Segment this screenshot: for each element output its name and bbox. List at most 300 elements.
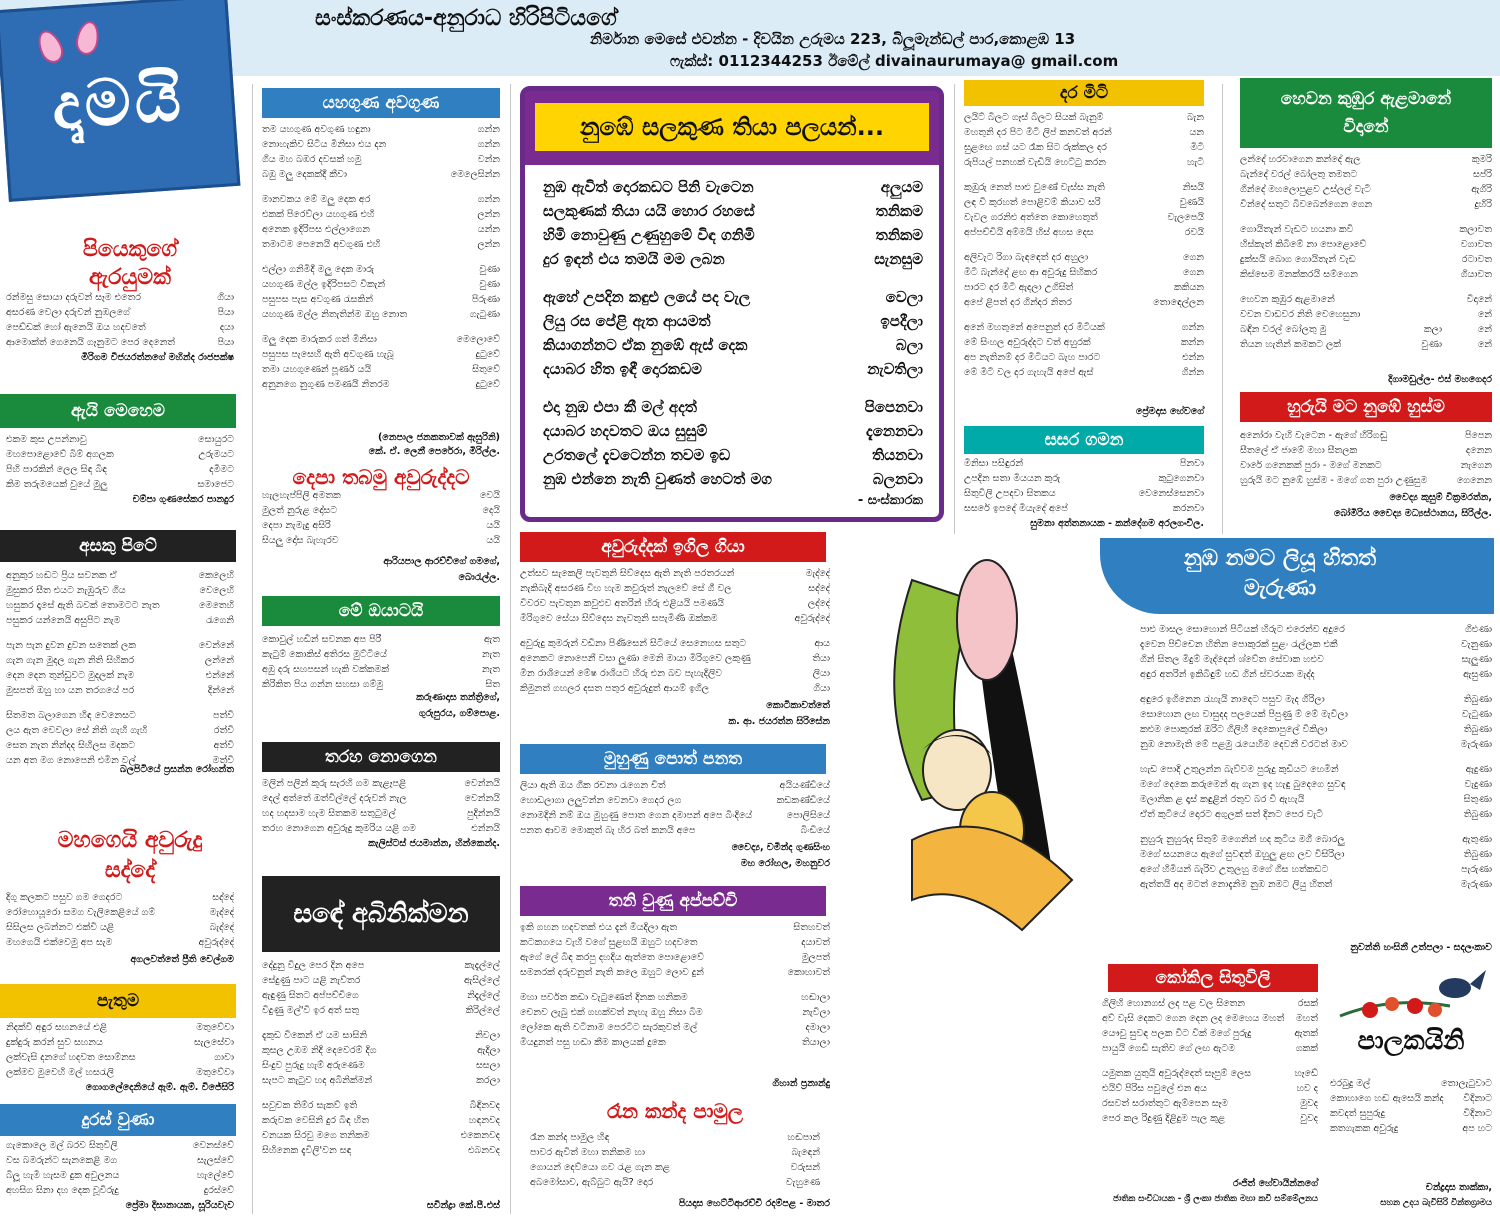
poem-line-text: ගිලිහි හොනගස් ලද පළ වල සිතෙන	[1102, 998, 1245, 1009]
poem-line-rhyme: ආය	[814, 638, 830, 649]
poem-line-text: දේදුනු විදුල පෙර දින අපෙ	[262, 960, 365, 971]
poem-line	[6, 1183, 234, 1198]
poem-line-text: අසරණ වෙලා දරුවන් නුඹලගේ	[6, 307, 130, 318]
poem-line-text: නුඹ ඇවිත් දොරකඩට පිනි වැටෙන	[543, 178, 754, 196]
poem-line-text: බඳින වරල් බෝලතු මු	[1240, 324, 1327, 335]
poem-line-rhyme: කරලා	[476, 1075, 500, 1086]
poem-line-rhyme: පිනවා	[1179, 458, 1204, 469]
poem-line-text: ගින්දේ මහලොපුළව උස්ලල් වැටි	[1240, 184, 1371, 195]
poem-line	[262, 1143, 500, 1158]
poem-line-text: පසුපස පැස අවගුණ රැසකින්	[262, 294, 373, 305]
poem-line	[543, 309, 923, 333]
poem-line	[964, 250, 1204, 265]
poem-line-rhyme: එකෙනවද	[460, 1130, 500, 1141]
poem-line-rhyme: ගින්න	[1181, 367, 1204, 378]
poem-line-text: රෝහොයූරො සමග වැලිකෙළියේ ගම්	[6, 907, 156, 918]
poem-line	[520, 778, 830, 793]
poem-line	[6, 1153, 234, 1168]
poem-line	[6, 638, 234, 653]
poem-line-text: එරබුදු මල්	[1330, 1078, 1371, 1089]
poem-line	[543, 175, 923, 199]
poem-author: ප්‍රේමා දිසානායක, සූරියවැව	[125, 1200, 234, 1211]
poem-line-rhyme: ගෙන	[1183, 252, 1204, 263]
poem-line-rhyme: තියනවා	[872, 446, 923, 464]
poem-line	[262, 1028, 500, 1043]
poem-author: සුමනා අත්තනායක - කන්දේගම අරලගංවිල.	[1030, 518, 1204, 529]
poem-line-rhyme: ලියා	[812, 668, 830, 679]
poem-line-rhyme: සොයුරට	[198, 434, 234, 445]
poem-line	[964, 180, 1204, 195]
poem-line	[6, 653, 234, 668]
poem-line-text: සිතුවිලි උපදවා සිතකය	[964, 488, 1056, 499]
poem-line	[6, 447, 234, 462]
poem-line-rhyme: බැන	[1186, 112, 1204, 123]
poem-title: දෙපා තබමු අවුරුද්දට	[292, 465, 470, 489]
poem-line-text: එදා නුඹ එපා කී මල් අදත්	[543, 398, 697, 416]
poem-line-rhyme: වුණා	[479, 264, 500, 275]
poem-line	[520, 651, 830, 666]
poem-line-text: බිලූ හැමි හැසම දුක අවුලනය	[6, 1170, 120, 1181]
poem-line-rhyme: නිදැල්ලේ	[467, 990, 500, 1001]
poem-line-rhyme: සිතුණා	[1463, 794, 1492, 805]
poem-line-text: මගේ දෙකෙ කරුමෙන් ඇ ගැන ඉද හැඳු බුදෙගෙ සුවඳ	[1140, 779, 1346, 790]
poem-line-text: සොහොන ලඟ වාසුදද පලයෙක් පිපුණු ම් මේ මැවිලා	[1140, 709, 1348, 720]
poem-author: ගුරුපුරය, ගම්පොළ.	[418, 708, 500, 719]
poem-line-text: මේ මිටි වල දර ගැහැයි අපේ ඇස්	[964, 367, 1094, 378]
poem-line	[1140, 777, 1492, 792]
poem-line	[6, 1065, 234, 1080]
poem-line-rhyme: මැරුණා	[1460, 879, 1492, 890]
poem-line-rhyme: සැලස්වේ	[197, 1155, 234, 1166]
poem-line	[6, 305, 234, 320]
poem-line-text: අඳුර අතරින් ඉකිබිඳුම් හඩ ගින් ස්වරයක මැද්ද	[1140, 669, 1315, 680]
poem-line	[6, 935, 234, 950]
poem-line	[6, 613, 234, 628]
poem-line	[530, 1130, 820, 1145]
poem-author: කේ. ඒ. ලෙනී පෙරේරා, මිරිල්ල.	[368, 446, 500, 457]
poem-line-text: මලු දෙක මාරුකර ගත් මිනිසා	[262, 334, 377, 345]
poem-line	[964, 110, 1204, 125]
poem-line-rhyme: පුදින්නයි	[467, 808, 500, 819]
poem-line-rhyme: වැදුණා	[1464, 779, 1492, 790]
poem-line-text: රුපියල් පනහක් වැඩියි හෙට්ටු කරන	[964, 157, 1106, 168]
poem-line	[1140, 877, 1492, 892]
poem-line-text: එයිව් පිරිස පවුලේ එන අය	[1102, 1083, 1207, 1094]
featured-title: නුඹේ සලකුණ තියා පලයන්...	[535, 103, 929, 151]
poem-body	[262, 122, 500, 392]
poem-line-rhyme: ගියාවත	[1460, 269, 1492, 280]
poem-author: බෝමිරිය වෛද්‍ය මධ්‍යස්ථානය, සිරිල්ල.	[1334, 508, 1492, 519]
poem-line-text: ලය ඇත වෙවලා සේ නිති ගැහි ගැහි	[6, 725, 148, 736]
poem-body	[262, 632, 500, 692]
poem-line	[262, 1128, 500, 1143]
poem-line	[1240, 197, 1492, 212]
poem-author: ක. ආ. ජයරත්න සිරිසේන	[728, 716, 830, 727]
poem-line-text: මහා පර්වත කඩා වැටුණෙත් දිනක හනිකම	[520, 992, 688, 1003]
poem-line-text: කිමුනත් ගහලර දසත පතුර අවුරුදුත් ආයම් ඉගිල	[520, 683, 709, 694]
poem-line	[1240, 252, 1492, 267]
poem-line	[1102, 1096, 1318, 1111]
poem-author: රංජිත් හේවායින්නගේ	[1232, 1178, 1318, 1189]
poem-line	[1102, 1041, 1318, 1056]
poem-line	[520, 935, 830, 950]
poem-line-text: මලානික ළ දෑස් කඳුළින් රතුව බර වී ඇහැයි	[1140, 794, 1305, 805]
poem-line-rhyme: බලනවා	[872, 470, 923, 488]
poem-line-rhyme: ගියා	[217, 292, 234, 303]
section-header: සසර ගමන	[964, 426, 1204, 454]
poem-line-rhyme: දුටුවේ	[475, 349, 500, 360]
poem-line-text: සසරේ ඉපදේ මියැදේ අපේ	[964, 503, 1068, 514]
poem-line-rhyme: විදානේ	[1466, 294, 1492, 305]
poem-line-rhyme: ඇතක්	[1294, 1028, 1318, 1039]
illustration-couple	[852, 540, 1092, 940]
poem-line-text: මලින් පලින් කුරු සැරහි ගම කැළෑපළි	[262, 778, 407, 789]
poem-line	[262, 533, 500, 548]
poem-line	[520, 611, 830, 626]
poem-line-rhyme: ගෙන	[1183, 267, 1204, 278]
poem-line-text: සමනරක් දරුවනුත් නැති කලෙ ඔහුට ලොව දුන්	[520, 967, 704, 978]
poem-line-rhyme: නැත	[481, 664, 500, 675]
poem-line	[964, 295, 1204, 310]
section-header: හෙවන කුඹුර ඇළමානේ විදානේ	[1240, 78, 1492, 148]
poem-line-text: අනෙකට නොපෙනී වසා ලුණා මෙනි මායා මිරිගුවෙ ලකුණු	[520, 653, 751, 664]
poem-line	[543, 247, 923, 271]
poem-line-text: වින්දේ සතුට බිවබෙන්ගෙන ගෙන	[1240, 199, 1373, 210]
poem-line-rhyme: මතුවේවා	[196, 1022, 234, 1033]
poem-line	[262, 347, 500, 362]
poem-line-rhyme: කිරිල්ලේ	[465, 1005, 500, 1016]
poem-line-text: තම යහගුණ අවගුණ හඳුනා	[262, 124, 371, 135]
poem-body	[6, 1138, 234, 1198]
poem-line-rhyme: සිතහවත්	[793, 922, 830, 933]
poem-line-text: පැන පැන දුවන දුවන සතෙක් ලක	[6, 640, 136, 651]
poem-title: මහගෙයි අවුරුදු සද්දේ	[57, 828, 203, 883]
poem-body	[964, 456, 1204, 516]
poem-line-rhyme: තියා	[812, 653, 830, 664]
poem-line-text: මුසුකර සීත එයට නැඹුරුව ගිය	[6, 585, 126, 596]
poem-line-rhyme: මැරුණා	[1460, 739, 1492, 750]
poem-line-text: ඇඳුණු සිතට අප්පච්චිගෙ	[262, 990, 359, 1001]
poem-line-text: ඉකි ගහන හදවතක් එය දැන් මියදිලා ඇත	[520, 922, 678, 933]
poem-line-rhyme: වගාවත	[1460, 239, 1492, 250]
section-header: යහගුණ අවගුණ	[262, 88, 500, 118]
poem-line-text: හුරුයි මට නුඹේ හුස්ම - මගේ ගත පුරා උණුසුම	[1240, 475, 1428, 486]
poem-author: මිරිගම විජයරත්නගේ මහින්ද රාජපක්ෂ	[81, 352, 234, 363]
poem-line	[1140, 692, 1492, 707]
poem-line	[262, 503, 500, 518]
poem-line-rhyme: අවුරුද්දේ	[198, 937, 234, 948]
poem-line	[6, 320, 234, 335]
section-logo	[0, 0, 240, 202]
poem-line-text: මුලත් නුරුළ දෝසට	[262, 505, 338, 516]
poem-line-rhyme: මුලපත්	[801, 952, 830, 963]
poem-line-text: දැකුඩ වීකෙන් ඒ යම සාසිනි	[262, 1030, 368, 1041]
section-header: දුරස් වුණා	[0, 1104, 236, 1136]
poem-line-rhyme: දැනෙනවා	[866, 422, 923, 440]
poem-line	[964, 280, 1204, 295]
poem-line-rhyme: නිසයි	[1182, 182, 1204, 193]
poem-line	[262, 806, 500, 821]
poem-body	[262, 488, 500, 548]
poem-line-rhyme: මත්වී	[212, 755, 234, 766]
poem-line-rhyme: සමාජෙට	[197, 479, 234, 490]
poem-line-text: අඹු දරු සහපසන් හැකි වක්කමක්	[262, 664, 390, 675]
poem-line-rhyme: මතුවේවා	[196, 1067, 234, 1078]
poem-line	[520, 581, 830, 596]
poem-line-text: අප්පච්චියි අම්මයි හිස් අහස දෙස	[964, 227, 1094, 238]
poem-line-rhyme: වුණා	[479, 279, 500, 290]
poem-line	[6, 583, 234, 598]
poem-line-text: අහසිග සිනා දහ දෙක වූවිරුදු	[6, 1185, 119, 1196]
poem-author: සහන උදය බැවිසිරි වින්තග්‍රාමය	[1380, 1198, 1492, 1208]
poem-line-text: සුළඟෙ ගස් යට රෑක සිට රුක්කල දර	[964, 142, 1107, 153]
poem-line-rhyme: ලන්න	[477, 239, 500, 250]
poem-line	[6, 668, 234, 683]
poem-line	[1140, 832, 1492, 847]
poem-line	[520, 1020, 830, 1035]
poem-line-rhyme: කරනවා	[1172, 503, 1204, 514]
poem-line-rhyme: ගිළුණා	[1464, 624, 1492, 635]
poem-line-text: සවුචක තිම්ර සැකව් ඉති	[262, 1100, 358, 1111]
poem-line	[1240, 222, 1492, 237]
poem-line-rhyme: රවයි	[1184, 227, 1204, 238]
poem-line-text: පාවර ඇවිත් මහා තනිකම හා	[530, 1147, 646, 1158]
poem-line-text: අවුරුදු කුමරුන් වඩිනා පිණිසෙන් සිටියේ සෙනෙහස සතුට	[520, 638, 747, 649]
poem-line-rhyme: සැලුණා	[1461, 654, 1492, 665]
poem-line-text: අප නැතිනම් දර මිටියට බැහ පාරට	[964, 352, 1101, 363]
poem-line	[1330, 1076, 1492, 1091]
poem-line-rhyme: පත්වී	[213, 710, 234, 721]
poem-line-rhyme: දයා	[219, 322, 234, 333]
poem-line-rhyme: ලන්න	[477, 209, 500, 220]
poem-line	[6, 920, 234, 935]
poem-line-text: ලන්දේ හරවාගෙන කන්දේ ඇල	[1240, 154, 1361, 165]
poem-line	[543, 199, 923, 223]
poem-line-rhyme: මිටි	[1190, 142, 1204, 153]
poem-line-text: යන අත මග නොපෙනි එමින වල්	[6, 755, 136, 766]
poem-line	[1140, 652, 1492, 667]
poem-line	[262, 377, 500, 392]
section-header: කෝකිල සිතුවිලි	[1108, 964, 1318, 992]
poem-line-rhyme: බැද්දේ	[209, 922, 234, 933]
poem-line-text: එකම කුස උපන්නාවු	[6, 434, 87, 445]
poem-line-text: ඒත් කුටියේ දොරට අගුලක් සත් දිනට පෙර වැටී	[1140, 809, 1323, 820]
poem-line-mid: කලා	[1423, 324, 1442, 335]
poem-line	[6, 1020, 234, 1035]
poem-line-text: පනත ආවම මොකුත් බැ හිර බත් කනයි අපෙ	[520, 825, 696, 836]
poem-line	[262, 973, 500, 988]
poem-line-rhyme: කැදැල්ලේ	[464, 960, 500, 971]
section-header: තරහ නොගෙන	[262, 742, 500, 772]
poem-line-rhyme: අයියණ්ඩියේ	[779, 780, 830, 791]
poem-line-text: පායුයි ගෙඩි සැතිව ගේ ලඟ ඇටම	[1102, 1043, 1236, 1054]
poem-line	[520, 950, 830, 965]
poem-line-text: කතගැකක අවුරුදු	[1330, 1123, 1399, 1134]
poem-line	[6, 708, 234, 723]
poem-line	[520, 566, 830, 581]
poem-line-rhyme: නැවීලා	[802, 1007, 830, 1018]
featured-poem-box	[520, 86, 944, 522]
poem-line-text: පසුකර යන්නෙයි අසුපිට නැම	[6, 615, 121, 626]
poem-line-text: අනෝරා වැහි වැටෙන - ඇගේ හිරිගඬු	[1240, 430, 1388, 441]
poem-author: දිගාමඩුල්ල- එස් මහගෙදර	[1388, 374, 1492, 385]
poem-line-text: දෙල් අත්තේ ඔත්වීල්ලේ දරුවන් නැල	[262, 793, 407, 804]
poem-line-rhyme: ගන්න	[477, 124, 500, 135]
poem-line-text: සිතමත බලාගෙන හිඳ වෙනෙසට	[6, 710, 136, 721]
poem-line-rhyme: ඇතුණා	[1462, 834, 1492, 845]
poem-line-text: මීන රාශියෙන් මේෂ රාශියට හිරු එන බව පැහැදිලිව	[520, 668, 723, 679]
poem-line-text: සියලු දෝස බැහැරව	[262, 535, 339, 546]
poem-line	[964, 365, 1204, 380]
poem-line-text: රෑන කන්ද පාමුල හිඳ	[530, 1132, 610, 1143]
poem-line-text: පාරට දර මිටි ඇදලා උගිසිත්	[964, 282, 1074, 293]
poem-line-rhyme: දින්නේ	[207, 685, 234, 696]
poem-line	[543, 443, 923, 467]
poem-line	[6, 432, 234, 447]
poem-line-text: ලක්වැසි දනගේ හදවත සොම්නස	[6, 1052, 136, 1063]
poem-line-text: බඹු මලු දෙකක්දී කීවා	[262, 169, 347, 180]
section-header: ඇයි මෙහෙම	[0, 394, 236, 428]
section-header: තනි වුණු අප්පච්චි	[520, 886, 826, 916]
poem-line	[262, 662, 500, 677]
poem-line-text: සැපට කැටුව හද අබිනික්මන්	[262, 1075, 373, 1086]
poem-line	[262, 1073, 500, 1088]
poem-line-text: කටකගයෙ වැහි වගේ සුළඟයි ඔහුට හදවතෙ	[520, 937, 698, 948]
poem-line-text: අනුනගෙ නුගුණ පමණයි නිතරම	[262, 379, 390, 390]
section-header: අසකු පිටේ	[0, 530, 236, 562]
poem-line-rhyme: යන්න	[477, 224, 500, 235]
poem-line	[262, 262, 500, 277]
poem-line-text: හසුකර දෑසේ ඇති බවක් තොමටට නැත	[6, 600, 160, 611]
poem-line-text: අව් වැසි දෙකට ගෙන දෙන ලද මෙහෙය මහත්	[1102, 1013, 1285, 1024]
poem-author: ගිහාන් ප්‍රනාන්දු	[772, 1078, 830, 1089]
poem-line	[964, 456, 1204, 471]
section-header: සඳේ අබිනික්මන	[262, 876, 500, 952]
poem-line-text: මිටි බැන්දේ ළඟ ආ අවුරුදු සිහිකර	[964, 267, 1098, 278]
featured-poem-body	[543, 175, 923, 491]
poem-line	[6, 598, 234, 613]
poem-line-text: හිමි නොවුණු උණුහුමේ විඳ ගනිමි	[543, 226, 755, 244]
poem-line-rhyme: වෙන්නේ	[198, 640, 234, 651]
poem-line-rhyme: ඇසිල්ලේ	[463, 975, 500, 986]
poem-line-text: දයාබර හිත ඉඳී දොරකඩම	[543, 360, 702, 378]
poem-line	[1240, 307, 1492, 322]
poem-author: - සංස්කාරක	[857, 493, 923, 508]
poem-line-rhyme: සැලසේවා	[194, 1037, 234, 1048]
poem-line	[6, 723, 234, 738]
poem-line-text: මහගෙයි එක්වෙමු අප සැම	[6, 937, 113, 948]
poem-line-rhyme: යයි	[486, 520, 500, 531]
poem-line-text: අබමෝසාව, ඇබ්බුට ඇයි? දොර	[530, 1177, 654, 1188]
poem-line	[262, 776, 500, 791]
poem-line-text: හොඩලාගා ලලුවන්න වෙනවා ගෙදර ලග	[520, 795, 682, 806]
poem-line-rhyme: කලාවත	[1459, 224, 1492, 235]
poem-line	[6, 462, 234, 477]
poem-line-text: යහගුණ මල්ල නිතැතින්ම ඔහු නොත	[262, 309, 408, 320]
poem-line-text: කිස්සෙම මනක්කරයි සම්ගෙන	[1240, 269, 1358, 280]
poem-line-rhyme: ඇදුණා	[1465, 764, 1492, 775]
poem-author: අගලවත්තේ ප්‍රීති වෙල්ගම	[130, 954, 234, 965]
poem-line-rhyme: පිරුණා	[471, 294, 500, 305]
poem-line-rhyme: අවුරුද්දේ	[794, 613, 830, 624]
poem-line-rhyme: බිඳිනවද	[469, 1100, 500, 1111]
poem-line	[1140, 807, 1492, 822]
poem-body	[6, 290, 234, 350]
poem-line-rhyme: බලා	[895, 336, 923, 354]
poem-line	[520, 636, 830, 651]
poem-line	[520, 793, 830, 808]
poem-line	[262, 1003, 500, 1018]
poem-line	[520, 990, 830, 1005]
poem-line	[964, 155, 1204, 170]
poem-line-text: නිදක්වී අඳුර සහනයේ එළි	[6, 1022, 107, 1033]
poem-line-text: වවන වාඩවර නිති වෙහෙසුනා	[1240, 309, 1361, 320]
poem-line-rhyme: හැටි	[1187, 157, 1204, 168]
poem-line-rhyme: පිපෙන	[1464, 430, 1492, 441]
poem-line	[543, 223, 923, 247]
poem-author: ගොගලේදෙනියේ ඇම්. ඇම්. විජේසිරි	[85, 1082, 234, 1093]
poem-line-rhyme: වෙන්නයි	[464, 778, 500, 789]
poem-line	[520, 808, 830, 823]
poem-line-text: නුඹ එන්නෙ නැති වුණත් හෙටත් මග	[543, 470, 772, 488]
poem-line-text: දිගු කලකට පසුව ගම ගෙදරට	[6, 892, 123, 903]
poem-line	[1240, 322, 1492, 337]
poem-line-rhyme: විදිනාට	[1463, 1108, 1492, 1119]
poem-line-rhyme: අත්වී	[213, 740, 234, 751]
flower-bud-icon	[33, 27, 67, 67]
poem-line-rhyme: වෙනෙස්සෙනවා	[1138, 488, 1204, 499]
poem-line-rhyme: නේ	[1477, 309, 1492, 320]
poem-line-rhyme: නිවලා	[475, 1030, 500, 1041]
poem-line-text: අනේ මහතුනේ අපෙනුත් දර මිටියක්	[964, 322, 1105, 333]
poem-line	[262, 307, 500, 322]
poem-line-text: දුර ඉඳන් එය තමයි මම ලබන	[543, 250, 725, 268]
poem-line	[964, 486, 1204, 501]
poem-line-rhyme: කන්න	[1180, 337, 1204, 348]
poem-author: ආරියපාල ආරච්චිගේ ගමගේ,	[383, 556, 500, 567]
poem-line	[964, 471, 1204, 486]
poem-line-text: අනුකුර හඬට ප්‍රිය සවනක ඒ	[6, 570, 117, 581]
poem-line-rhyme: මහත්	[1295, 1013, 1318, 1024]
poem-line-rhyme: මෙලෙසින්න	[450, 169, 500, 180]
poem-line-text: චනයක සිරවු මගෙ තනිකම	[262, 1130, 370, 1141]
poem-line-rhyme: එන්නයි	[471, 823, 500, 834]
poem-line	[1240, 473, 1492, 488]
poem-line-rhyme: විදිනාට	[1463, 1093, 1492, 1104]
poem-line-text: අඳුරෙ ඉගිනෙන රැහැයි නාදෙට පසුව මැද ගිරිලා	[1140, 694, 1325, 705]
poem-line	[964, 195, 1204, 210]
poem-author: මහ රෝහල, මහනුවර	[740, 858, 830, 869]
poem-line-text: යමුතක යුතුයි අවුරුද්දෙත් සෑපුම් ලෙස	[1102, 1068, 1252, 1079]
poem-line-text: සිංදුව පුරුදු හැම් අරුණෙම	[262, 1060, 365, 1071]
poem-line-rhyme: ඉපදීලා	[880, 312, 923, 330]
poem-line-text: ලියා ඇති ඔය ගීක රචනා රැගෙන චිත්	[520, 780, 666, 791]
poem-line	[1102, 1066, 1318, 1081]
poem-line	[6, 568, 234, 583]
poem-line-rhyme: සද්දේ	[808, 583, 830, 594]
poem-line-rhyme: හඬාලා	[801, 992, 830, 1003]
poem-body	[6, 890, 234, 950]
poem-line-text: යෞවු සුවඳ පලක වීට වික් මගේ පුරුදු	[1102, 1028, 1252, 1039]
poem-line-rhyme: ගකක්	[1295, 1043, 1318, 1054]
poem-line	[1240, 182, 1492, 197]
poem-line-text: චෙනව ලැබු එක් ගහක්වත් නැහැ ඔහු නිසා බිම	[520, 1007, 703, 1018]
poem-line-text: කුඹුරු නෙත් පාළු වුණේ වැස්ස නැති	[964, 182, 1105, 193]
poem-line-text: ලයිට් බිලට ගෑස් බිලට සියක් බැනුම්	[964, 112, 1104, 123]
poem-body	[6, 432, 234, 492]
poem-line-text: තියන හැතින් කමකට ලක්	[1240, 339, 1341, 350]
poem-line-text: සිසිලස ලබන්නට එක්වී යළි	[6, 922, 115, 933]
